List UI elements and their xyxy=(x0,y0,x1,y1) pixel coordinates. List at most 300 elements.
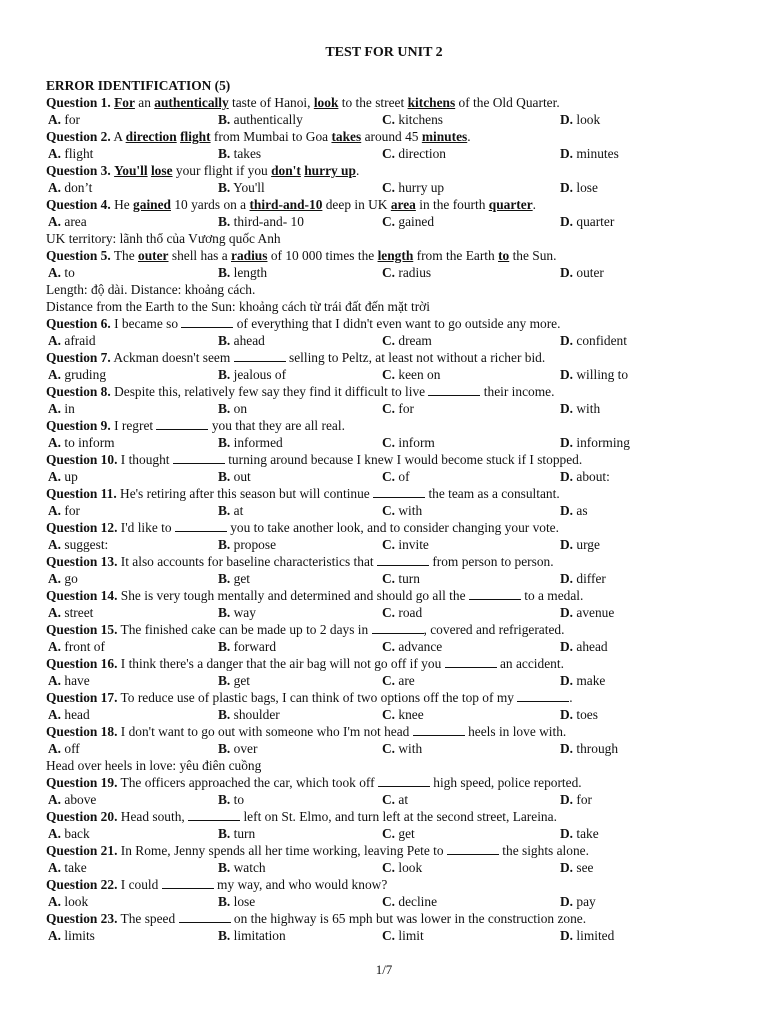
options-row xyxy=(46,332,726,349)
underlined-option: For xyxy=(114,95,135,110)
answer-option-c xyxy=(382,502,422,519)
answer-option-a xyxy=(48,927,95,944)
option-letter: D. xyxy=(560,265,574,280)
question-text: He's retiring after this season but will continue xyxy=(116,486,374,501)
answer-option-b xyxy=(218,213,304,230)
option-text: over xyxy=(230,741,258,756)
question-label: Question 2. xyxy=(46,129,111,144)
answer-option-b xyxy=(218,502,243,519)
option-text: gruding xyxy=(61,367,107,382)
question-text: , covered and refrigerated. xyxy=(423,622,565,637)
answer-option-c xyxy=(382,111,443,128)
question-3 xyxy=(46,162,726,179)
question-text: from person to person. xyxy=(428,554,554,569)
option-text: advance xyxy=(395,639,443,654)
option-text: don’t xyxy=(61,180,93,195)
option-letter: A. xyxy=(48,146,62,161)
options-row xyxy=(46,893,726,910)
option-text: limited xyxy=(573,928,615,943)
question-22 xyxy=(46,876,726,893)
question-text: an accident. xyxy=(496,656,564,671)
option-text: as xyxy=(573,503,588,518)
underlined-option: authentically xyxy=(154,95,229,110)
answer-option-a xyxy=(48,111,80,128)
question-text: selling to Peltz, at least not without a richer bid. xyxy=(285,350,546,365)
answer-option-d xyxy=(560,604,614,621)
underlined-option: third-and-10 xyxy=(249,197,323,212)
option-text: look xyxy=(61,894,89,909)
answer-blank xyxy=(179,911,231,923)
answer-option-a xyxy=(48,332,96,349)
option-letter: D. xyxy=(560,639,574,654)
option-text: through xyxy=(573,741,619,756)
options-row xyxy=(46,825,726,842)
option-letter: C. xyxy=(382,605,396,620)
option-text: takes xyxy=(230,146,262,161)
option-letter: A. xyxy=(48,503,62,518)
option-text: differ xyxy=(573,571,606,586)
question-text: on the highway is 65 mph but was lower in the construction zone. xyxy=(230,911,587,926)
option-letter: B. xyxy=(218,435,231,450)
answer-option-d xyxy=(560,400,600,417)
option-text: suggest: xyxy=(61,537,109,552)
option-letter: C. xyxy=(382,826,396,841)
question-text: I'd like to xyxy=(117,520,175,535)
option-text: limitation xyxy=(230,928,286,943)
question-text: from Mumbai to Goa xyxy=(210,129,332,144)
answer-option-c xyxy=(382,366,440,383)
option-text: limits xyxy=(61,928,95,943)
answer-option-b xyxy=(218,672,250,689)
answer-option-d xyxy=(560,179,598,196)
option-letter: D. xyxy=(560,792,574,807)
option-text: take xyxy=(61,860,87,875)
option-text: go xyxy=(61,571,78,586)
answer-option-a xyxy=(48,791,96,808)
option-letter: B. xyxy=(218,639,231,654)
option-text: dream xyxy=(395,333,432,348)
question-text: The speed xyxy=(117,911,179,926)
option-text: area xyxy=(61,214,87,229)
options-row xyxy=(46,672,726,689)
answer-option-d xyxy=(560,672,605,689)
question-5 xyxy=(46,247,726,264)
option-text: urge xyxy=(573,537,600,552)
option-letter: A. xyxy=(48,469,62,484)
option-letter: B. xyxy=(218,469,231,484)
option-letter: C. xyxy=(382,673,396,688)
answer-option-c xyxy=(382,400,414,417)
question-label: Question 23. xyxy=(46,911,118,926)
answer-option-c xyxy=(382,791,408,808)
answer-option-b xyxy=(218,791,244,808)
option-letter: D. xyxy=(560,571,574,586)
options-row xyxy=(46,400,726,417)
option-text: make xyxy=(573,673,606,688)
option-letter: A. xyxy=(48,707,62,722)
question-label: Question 8. xyxy=(46,384,111,399)
question-11 xyxy=(46,485,726,502)
question-label: Question 17. xyxy=(46,690,118,705)
question-text: He xyxy=(110,197,134,212)
answer-option-c xyxy=(382,570,420,587)
option-letter: C. xyxy=(382,707,396,722)
option-text: watch xyxy=(230,860,266,875)
question-label: Question 11. xyxy=(46,486,117,501)
answer-option-b xyxy=(218,332,265,349)
option-letter: B. xyxy=(218,537,231,552)
question-text: to the street xyxy=(338,95,408,110)
question-label: Question 21. xyxy=(46,843,118,858)
answer-blank xyxy=(373,486,425,498)
option-text: invite xyxy=(395,537,429,552)
answer-option-d xyxy=(560,893,596,910)
option-text: front of xyxy=(61,639,105,654)
underlined-option: length xyxy=(377,248,414,263)
option-text: way xyxy=(230,605,256,620)
question-text: To reduce use of plastic bags, I can think of two options off the top of my xyxy=(117,690,518,705)
question-18 xyxy=(46,723,726,740)
answer-option-c xyxy=(382,604,422,621)
question-text: . xyxy=(532,197,537,212)
answer-blank xyxy=(445,656,497,668)
question-text: you that they are all real. xyxy=(208,418,345,433)
answer-option-a xyxy=(48,536,108,553)
option-letter: D. xyxy=(560,367,574,382)
answer-option-b xyxy=(218,434,283,451)
answer-option-a xyxy=(48,604,93,621)
option-letter: B. xyxy=(218,265,231,280)
answer-option-b xyxy=(218,111,303,128)
underlined-option: area xyxy=(390,197,416,212)
option-letter: D. xyxy=(560,741,574,756)
option-text: for xyxy=(61,112,80,127)
option-text: off xyxy=(61,741,80,756)
answer-option-b xyxy=(218,706,280,723)
question-text: heels in love with. xyxy=(464,724,567,739)
option-letter: A. xyxy=(48,214,62,229)
note: Length: độ dài. Distance: khoảng cách. xyxy=(46,282,256,297)
option-letter: D. xyxy=(560,860,574,875)
question-label: Question 4. xyxy=(46,197,111,212)
answer-blank xyxy=(175,520,227,532)
option-letter: C. xyxy=(382,265,396,280)
question-label: Question 9. xyxy=(46,418,111,433)
question-text: the sights alone. xyxy=(498,843,589,858)
option-letter: C. xyxy=(382,469,396,484)
option-text: length xyxy=(230,265,268,280)
question-text: Ackman doesn't seem xyxy=(110,350,234,365)
question-15 xyxy=(46,621,726,638)
answer-option-b xyxy=(218,604,256,621)
question-text: I thought xyxy=(117,452,173,467)
question-label: Question 13. xyxy=(46,554,118,569)
question-text: around 45 xyxy=(361,129,422,144)
question-20 xyxy=(46,808,726,825)
options-row xyxy=(46,366,726,383)
answer-option-c xyxy=(382,706,424,723)
question-16 xyxy=(46,655,726,672)
answer-blank xyxy=(377,554,429,566)
question-text: left on St. Elmo, and turn left at the second street, Lareina. xyxy=(240,809,557,824)
option-text: above xyxy=(61,792,97,807)
option-letter: C. xyxy=(382,214,396,229)
option-letter: A. xyxy=(48,860,62,875)
underlined-option: gained xyxy=(133,197,171,212)
option-letter: B. xyxy=(218,707,231,722)
answer-option-d xyxy=(560,111,600,128)
answer-option-a xyxy=(48,145,93,162)
answer-blank xyxy=(428,384,480,396)
question-label: Question 3. xyxy=(46,163,111,178)
page-number: 1/7 xyxy=(375,962,393,977)
option-letter: C. xyxy=(382,401,396,416)
option-letter: A. xyxy=(48,537,62,552)
answer-option-a xyxy=(48,638,105,655)
option-text: in xyxy=(61,401,75,416)
option-letter: D. xyxy=(560,214,574,229)
option-letter: B. xyxy=(218,894,231,909)
option-letter: A. xyxy=(48,673,62,688)
answer-blank xyxy=(372,622,424,634)
option-text: quarter xyxy=(573,214,615,229)
answer-option-a xyxy=(48,434,115,451)
option-text: shoulder xyxy=(230,707,280,722)
answer-option-b xyxy=(218,400,247,417)
option-letter: D. xyxy=(560,894,574,909)
question-text: She is very tough mentally and determined and should go all the xyxy=(117,588,469,603)
question-text: your flight if you xyxy=(172,163,272,178)
answer-option-c xyxy=(382,213,434,230)
options-row xyxy=(46,604,726,621)
options-row xyxy=(46,111,726,128)
option-letter: B. xyxy=(218,673,231,688)
option-text: at xyxy=(230,503,244,518)
answer-option-b xyxy=(218,468,251,485)
option-text: out xyxy=(230,469,251,484)
answer-blank xyxy=(234,350,286,362)
underlined-option: outer xyxy=(138,248,169,263)
question-label: Question 14. xyxy=(46,588,118,603)
option-letter: B. xyxy=(218,367,231,382)
option-letter: C. xyxy=(382,146,396,161)
answer-option-a xyxy=(48,502,80,519)
option-letter: D. xyxy=(560,333,574,348)
option-text: for xyxy=(573,792,592,807)
answer-option-d xyxy=(560,332,627,349)
answer-option-b xyxy=(218,825,255,842)
option-text: on xyxy=(230,401,248,416)
options-row xyxy=(46,179,726,196)
question-text: . xyxy=(355,163,360,178)
answer-option-b xyxy=(218,638,276,655)
question-label: Question 20. xyxy=(46,809,118,824)
option-letter: D. xyxy=(560,673,574,688)
option-text: third-and- 10 xyxy=(230,214,304,229)
answer-option-a xyxy=(48,264,75,281)
option-letter: B. xyxy=(218,741,231,756)
question-12 xyxy=(46,519,726,536)
option-text: informed xyxy=(230,435,283,450)
question-text: my way, and who would know? xyxy=(213,877,388,892)
option-text: look xyxy=(573,112,601,127)
answer-option-b xyxy=(218,859,266,876)
option-text: at xyxy=(395,792,409,807)
option-letter: D. xyxy=(560,826,574,841)
question-text: high speed, police reported. xyxy=(429,775,582,790)
option-text: avenue xyxy=(573,605,615,620)
answer-option-d xyxy=(560,791,592,808)
answer-option-d xyxy=(560,536,600,553)
answer-option-c xyxy=(382,434,435,451)
question-text: I think there's a danger that the air bag will not go off if you xyxy=(117,656,445,671)
question-13 xyxy=(46,553,726,570)
answer-option-d xyxy=(560,740,618,757)
option-letter: C. xyxy=(382,639,396,654)
option-text: knee xyxy=(395,707,424,722)
question-text: from the Earth xyxy=(413,248,499,263)
answer-option-c xyxy=(382,638,442,655)
answer-option-d xyxy=(560,366,628,383)
question-text: The finished cake can be made up to 2 days in xyxy=(117,622,372,637)
answer-option-c xyxy=(382,740,422,757)
option-letter: A. xyxy=(48,333,62,348)
question-text: you to take another look, and to consider changing your vote. xyxy=(226,520,559,535)
option-text: kitchens xyxy=(395,112,444,127)
option-text: authentically xyxy=(230,112,303,127)
question-10 xyxy=(46,451,726,468)
question-label: Question 22. xyxy=(46,877,118,892)
underlined-option: to xyxy=(498,248,510,263)
option-letter: D. xyxy=(560,469,574,484)
option-letter: C. xyxy=(382,537,396,552)
question-text: A xyxy=(110,129,126,144)
question-label: Question 15. xyxy=(46,622,118,637)
question-text: of the Old Quarter. xyxy=(455,95,560,110)
option-text: pay xyxy=(573,894,596,909)
option-text: to inform xyxy=(61,435,115,450)
question-text: the team as a consultant. xyxy=(425,486,560,501)
option-text: up xyxy=(61,469,78,484)
question-text: shell has a xyxy=(168,248,231,263)
option-text: gained xyxy=(395,214,435,229)
option-text: outer xyxy=(573,265,604,280)
answer-option-b xyxy=(218,536,276,553)
option-letter: C. xyxy=(382,180,396,195)
answer-blank xyxy=(156,418,208,430)
option-letter: C. xyxy=(382,741,396,756)
answer-option-d xyxy=(560,859,593,876)
options-row xyxy=(46,468,726,485)
answer-option-a xyxy=(48,213,87,230)
option-letter: A. xyxy=(48,112,62,127)
option-letter: A. xyxy=(48,180,62,195)
option-text: propose xyxy=(230,537,277,552)
question-text: of 10 000 times the xyxy=(267,248,378,263)
underlined-option: minutes xyxy=(421,129,468,144)
note: UK territory: lãnh thổ của Vương quốc Anh xyxy=(46,231,281,246)
option-text: look xyxy=(395,860,423,875)
underlined-option: flight xyxy=(180,129,211,144)
option-text: turn xyxy=(230,826,256,841)
options-row xyxy=(46,706,726,723)
option-text: inform xyxy=(395,435,435,450)
options-row xyxy=(46,638,726,655)
option-text: confident xyxy=(573,333,627,348)
underlined-option: takes xyxy=(331,129,362,144)
option-text: of xyxy=(395,469,410,484)
answer-option-c xyxy=(382,859,422,876)
answer-blank xyxy=(447,843,499,855)
question-14 xyxy=(46,587,726,604)
option-text: about: xyxy=(573,469,610,484)
option-text: see xyxy=(573,860,594,875)
option-text: decline xyxy=(395,894,438,909)
underlined-option: radius xyxy=(231,248,268,263)
option-text: informing xyxy=(573,435,630,450)
question-text: . xyxy=(467,129,471,144)
option-letter: D. xyxy=(560,605,574,620)
answer-option-a xyxy=(48,706,90,723)
question-label: Question 10. xyxy=(46,452,118,467)
answer-option-a xyxy=(48,672,90,689)
question-8 xyxy=(46,383,726,400)
section-title: ERROR IDENTIFICATION (5) xyxy=(46,78,231,93)
options-row xyxy=(46,145,726,162)
option-text: get xyxy=(230,571,250,586)
page-title: TEST FOR UNIT 2 xyxy=(325,45,443,60)
option-text: get xyxy=(230,673,250,688)
question-23 xyxy=(46,910,726,927)
question-text: their income. xyxy=(480,384,555,399)
option-letter: D. xyxy=(560,180,574,195)
option-text: to xyxy=(61,265,75,280)
question-text: deep in UK xyxy=(322,197,391,212)
question-text: . xyxy=(569,690,573,705)
options-row xyxy=(46,434,726,451)
option-text: with xyxy=(573,401,601,416)
option-letter: C. xyxy=(382,894,396,909)
underlined-option: You'll xyxy=(114,163,148,178)
option-letter: D. xyxy=(560,401,574,416)
option-letter: D. xyxy=(560,146,574,161)
option-letter: C. xyxy=(382,503,396,518)
answer-option-c xyxy=(382,672,415,689)
option-text: road xyxy=(395,605,423,620)
question-list xyxy=(46,77,726,944)
answer-option-d xyxy=(560,468,610,485)
option-letter: D. xyxy=(560,928,574,943)
answer-option-d xyxy=(560,927,614,944)
answer-option-c xyxy=(382,893,437,910)
question-label: Question 6. xyxy=(46,316,111,331)
option-letter: B. xyxy=(218,214,231,229)
question-text: in the fourth xyxy=(415,197,489,212)
options-row xyxy=(46,859,726,876)
underlined-option: lose xyxy=(150,163,173,178)
option-letter: D. xyxy=(560,435,574,450)
answer-option-a xyxy=(48,859,87,876)
option-text: with xyxy=(395,503,423,518)
option-text: head xyxy=(61,707,90,722)
option-letter: C. xyxy=(382,792,396,807)
question-label: Question 5. xyxy=(46,248,111,263)
underlined-option: quarter xyxy=(488,197,533,212)
question-21 xyxy=(46,842,726,859)
option-letter: B. xyxy=(218,605,231,620)
answer-option-a xyxy=(48,825,90,842)
option-letter: D. xyxy=(560,503,574,518)
